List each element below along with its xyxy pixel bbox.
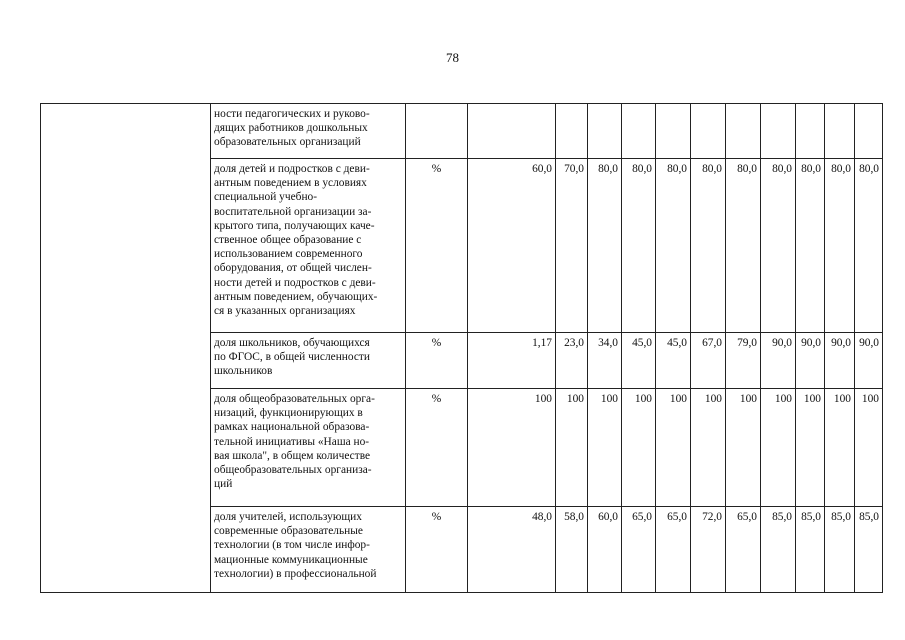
value-cell: 100 [761, 389, 796, 507]
value-cell: 80,0 [761, 159, 796, 333]
unit-cell: % [406, 333, 468, 389]
value-cell: 85,0 [796, 507, 825, 593]
value-cell: 90,0 [825, 333, 855, 389]
value-cell: 65,0 [726, 507, 761, 593]
value-cell: 85,0 [825, 507, 855, 593]
value-cell [855, 104, 883, 159]
base-value-cell: 48,0 [468, 507, 556, 593]
value-cell: 100 [726, 389, 761, 507]
unit-cell [406, 104, 468, 159]
value-cell: 90,0 [796, 333, 825, 389]
value-cell: 80,0 [656, 159, 691, 333]
value-cell [691, 104, 726, 159]
value-cell [726, 104, 761, 159]
value-cell: 100 [588, 389, 622, 507]
indicator-description: доля школьников, обучающихся по ФГОС, в общей численности школьников [211, 333, 406, 389]
value-cell: 90,0 [855, 333, 883, 389]
value-cell: 23,0 [556, 333, 588, 389]
value-cell [556, 104, 588, 159]
base-value-cell: 1,17 [468, 333, 556, 389]
value-cell: 65,0 [622, 507, 656, 593]
value-cell: 80,0 [796, 159, 825, 333]
value-cell: 79,0 [726, 333, 761, 389]
value-cell: 100 [855, 389, 883, 507]
value-cell: 80,0 [726, 159, 761, 333]
value-cell [622, 104, 656, 159]
indicator-description: доля детей и подростков с деви- антным поведением в условиях специальной учебно- воспитательной организации за- крытого типа, получающих каче- ственное общее образование с использованием современного оборудования, от общей числен- ности детей и подростков с деви- антным поведением, обучающих- ся в указанных организациях [211, 159, 406, 333]
base-value-cell: 100 [468, 389, 556, 507]
section-cell [41, 104, 211, 593]
value-cell: 85,0 [761, 507, 796, 593]
value-cell [761, 104, 796, 159]
value-cell [796, 104, 825, 159]
indicator-table [40, 103, 883, 593]
value-cell: 100 [825, 389, 855, 507]
value-cell: 70,0 [556, 159, 588, 333]
value-cell: 80,0 [691, 159, 726, 333]
value-cell: 45,0 [656, 333, 691, 389]
value-cell: 65,0 [656, 507, 691, 593]
value-cell: 100 [656, 389, 691, 507]
value-cell: 100 [796, 389, 825, 507]
value-cell [825, 104, 855, 159]
unit-cell: % [406, 159, 468, 333]
base-value-cell: 60,0 [468, 159, 556, 333]
table-row [41, 104, 883, 159]
value-cell: 67,0 [691, 333, 726, 389]
value-cell [656, 104, 691, 159]
indicator-description: доля учителей, использующих современные образовательные технологии (в том числе инфор- мационные коммуникационные технологии) в профессиональной [211, 507, 406, 593]
value-cell [588, 104, 622, 159]
value-cell: 100 [691, 389, 726, 507]
value-cell: 72,0 [691, 507, 726, 593]
value-cell: 60,0 [588, 507, 622, 593]
indicator-description: доля общеобразовательных орга- низаций, функционирующих в рамках национальной образова- тельной инициативы «Наша но- вая школа", в общем количестве общеобразовательных организа- ций [211, 389, 406, 507]
value-cell: 34,0 [588, 333, 622, 389]
value-cell: 80,0 [588, 159, 622, 333]
value-cell: 85,0 [855, 507, 883, 593]
indicator-description: ности педагогических и руково- дящих работников дошкольных образовательных организаций [211, 104, 406, 159]
unit-cell: % [406, 389, 468, 507]
base-value-cell [468, 104, 556, 159]
value-cell: 45,0 [622, 333, 656, 389]
page-number: 78 [446, 50, 459, 65]
value-cell: 80,0 [622, 159, 656, 333]
value-cell: 80,0 [825, 159, 855, 333]
unit-cell: % [406, 507, 468, 593]
value-cell: 100 [622, 389, 656, 507]
value-cell: 80,0 [855, 159, 883, 333]
value-cell: 58,0 [556, 507, 588, 593]
value-cell: 100 [556, 389, 588, 507]
value-cell: 90,0 [761, 333, 796, 389]
